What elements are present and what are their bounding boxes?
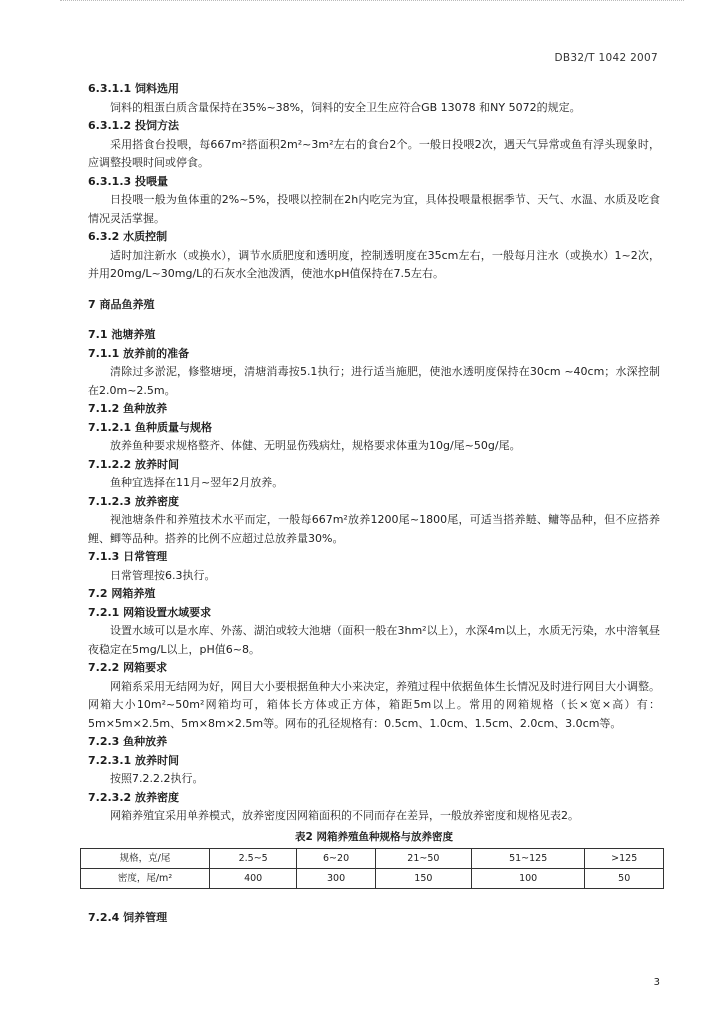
table-row xyxy=(81,869,664,889)
section-heading: 6.3.1.3 投喂量 xyxy=(88,174,168,188)
section-heading: 7.1.2 鱼种放养 xyxy=(88,402,168,415)
paragraph: 清除过多淤泥，修整塘埂，清塘消毒按5.1执行；进行适当施肥，使池水透明度保持在30cm ~40cm；水深控制在2.0m~2.5m。 xyxy=(88,365,660,397)
section-heading: 7.2.3.2 放养密度 xyxy=(88,790,179,804)
paragraph: 网箱养殖宜采用单养模式，放养密度因网箱面积的不同而存在差异，一般放养密度和规格见表2。 xyxy=(110,809,579,822)
section-heading: 7.1.1 放养前的准备 xyxy=(88,346,190,360)
stocking-table xyxy=(80,848,664,889)
table-cell: 6~20 xyxy=(297,849,376,869)
paragraph: 按照7.2.2.2执行。 xyxy=(110,772,204,785)
paragraph: 日常管理按6.3执行。 xyxy=(110,568,216,582)
section-heading: 7.2.2 网箱要求 xyxy=(88,661,168,674)
section-heading: 6.3.1.1 饲料选用 xyxy=(88,82,179,95)
paragraph: 鱼种宜选择在11月~翌年2月放养。 xyxy=(110,476,284,489)
chapter-heading: 7 商品鱼养殖 xyxy=(88,297,155,311)
table-cell: 400 xyxy=(210,869,297,889)
table-row-label: 密度，尾/m² xyxy=(81,869,210,889)
table-cell: 150 xyxy=(375,869,471,889)
section-heading: 7.2.1 网箱设置水域要求 xyxy=(88,605,212,619)
table-cell: 50 xyxy=(585,869,664,889)
paragraph: 视池塘条件和养殖技术水平而定，一般每667m²放养1200尾~1800尾，可适当搭养鲢、鳙等品种，但不应搭养鲤、鲫等品种。搭养的比例不应超过总放养量30%。 xyxy=(88,513,660,545)
table-caption: 表2 网箱养殖鱼种规格与放养密度 xyxy=(295,830,453,843)
table-cell: 100 xyxy=(471,869,585,889)
paragraph: 日投喂一般为鱼体重的2%~5%，投喂以控制在2h内吃完为宜，具体投喂量根据季节、天气、水温、水质及吃食情况灵活掌握。 xyxy=(88,193,660,225)
paragraph: 放养鱼种要求规格整齐、体健、无明显伤残病灶，规格要求体重为10g/尾~50g/尾。 xyxy=(110,439,521,452)
section-heading: 6.3.2 水质控制 xyxy=(88,230,168,243)
page-body xyxy=(88,80,660,928)
paragraph: 网箱系采用无结网为好，网目大小要根据鱼种大小来决定，养殖过程中依据鱼体生长情况及时进行网目大小调整。网箱大小10m²~50m²网箱均可，箱体长方体或正方体，箱距5m以上。常用的网箱规格（长×宽×高）有：5m×5m×2.5m、5m×8m×2.5m等。网布的孔径规格有：0.5cm、1.0cm、1.5cm、2.0cm、3.0cm等。 xyxy=(88,679,660,730)
section-heading: 7.1.3 日常管理 xyxy=(88,550,168,563)
table-cell: 51~125 xyxy=(471,849,585,869)
scan-top-edge xyxy=(60,0,684,2)
table-cell: 21~50 xyxy=(375,849,471,869)
section-heading: 7.2 网箱养殖 xyxy=(88,587,156,600)
section-heading: 6.3.1.2 投饲方法 xyxy=(88,119,179,132)
paragraph: 设置水域可以是水库、外荡、湖泊或较大池塘（面积一般在3hm²以上），水深4m以上，水质无污染，水中溶氧昼夜稳定在5mg/L以上，pH值6~8。 xyxy=(88,624,660,656)
page-number: 3 xyxy=(653,977,660,988)
section-heading: 7.1.2.1 鱼种质量与规格 xyxy=(88,420,212,434)
paragraph: 饲料的粗蛋白质含量保持在35%~38%，饲料的安全卫生应符合GB 13078 和NY 5072的规定。 xyxy=(110,100,581,114)
table-cell: 2.5~5 xyxy=(210,849,297,869)
paragraph: 采用搭食台投喂，每667m²搭面积2m²~3m²左右的食台2个。一般日投喂2次，遇天气异常或鱼有浮头现象时，应调整投喂时间或停食。 xyxy=(88,137,660,169)
section-heading: 7.1.2.2 放养时间 xyxy=(88,457,179,471)
document-code: DB32/T 1042 2007 xyxy=(554,52,658,64)
table-row xyxy=(81,849,664,869)
table-cell: 300 xyxy=(297,869,376,889)
paragraph: 适时加注新水（或换水），调节水质肥度和透明度，控制透明度在35cm左右，一般每月注水（或换水）1~2次，并用20mg/L~30mg/L的石灰水全池泼洒，使池水pH值保持在7.5左右。 xyxy=(88,248,660,280)
table-cell: >125 xyxy=(585,849,664,869)
section-heading: 7.2.3.1 放养时间 xyxy=(88,753,179,767)
section-heading: 7.2.4 饲养管理 xyxy=(88,911,168,924)
section-heading: 7.1.2.3 放养密度 xyxy=(88,494,179,508)
section-heading: 7.2.3 鱼种放养 xyxy=(88,735,168,748)
section-heading: 7.1 池塘养殖 xyxy=(88,328,156,341)
table-row-label: 规格，克/尾 xyxy=(81,849,210,869)
